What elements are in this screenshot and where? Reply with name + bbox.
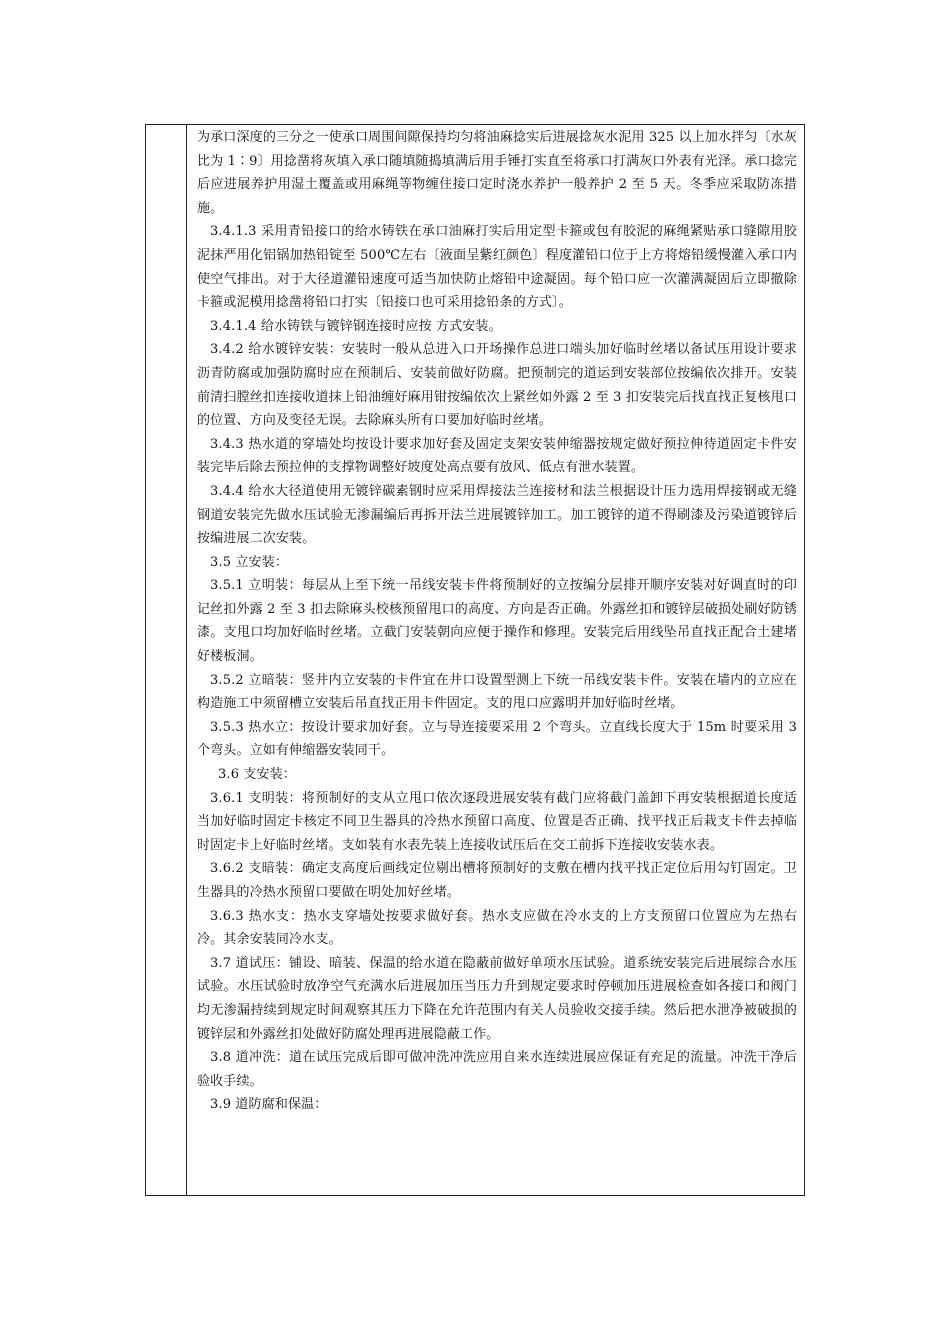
document-table — [145, 124, 805, 1196]
table-content-cell — [197, 126, 797, 1117]
paragraph: 3.5.3 热水立：按设计要求加好套。立与导连接要采用 2 个弯头。立直线长度大于 15m 时要采用 3 个弯头。立如有伸缩器安装同干。 — [197, 719, 797, 759]
table-left-column — [146, 125, 187, 1195]
paragraph: 3.5 立安装： — [210, 554, 289, 570]
paragraph: 3.6.2 支暗装：确定支高度后画线定位剔出槽将预制好的支敷在槽内找平找正定位后用勾钉固定。卫生器具的冷热水预留口要做在明处加好丝堵。 — [197, 861, 797, 900]
paragraph: 3.7 道试压：铺设、暗装、保温的给水道在隐蔽前做好单项水压试验。道系统安装完后进展综合水压试验。水压试验时放净空气充满水后进展加压当压力升到规定要求时停顿加压进展检查如各接口和阀门均无渗漏持续到规定时间观察其压力下降在允许范围内有关人员验收交接手续。然后把水泄净被破损的镀锌层和外露丝扣处做好防腐处理再进展隐蔽工作。 — [197, 955, 797, 1042]
paragraph: 3.5.1 立明装：每层从上至下统一吊线安装卡件将预制好的立按编分层排开顺序安装对好调直时的印记丝扣外露 2 至 3 扣去除麻头校核预留甩口的高度、方向是否正确。外露丝扣和镀锌层破损处刷好防锈漆。支甩口均加好临时丝堵。立截门安装朝向应便于操作和修理。安装完后用线坠吊直找正配合土建堵好楼板洞。 — [197, 578, 797, 665]
paragraph: 3.4.4 给水大径道使用无镀锌碳素钢时应采用焊接法兰连接材和法兰根据设计压力选用焊接钢或无缝钢道安装完先做水压试验无渗漏编后再拆开法兰进展镀锌加工。加工镀锌的道不得刷漆及污染道镀锌后按编进展二次安装。 — [197, 483, 797, 547]
paragraph: 3.4.3 热水道的穿墙处均按设计要求加好套及固定支架安装伸缩器按规定做好预拉伸待道固定卡件安装完毕后除去预拉伸的支撑物调整好坡度处高点要有放风、低点有泄水装置。 — [197, 436, 797, 476]
paragraph: 3.8 道冲洗：道在试压完成后即可做冲洗冲洗应用自来水连续进展应保证有充足的流量。冲洗干净后验收手续。 — [197, 1050, 797, 1089]
paragraph: 3.4.1.3 采用青铅接口的给水铸铁在承口油麻打实后用定型卡箍或包有胶泥的麻绳紧贴承口缝隙用胶泥抹严用化铝锅加热铅锭至 500℃左右〔液面呈紫红颜色〕程度灌铅口位于上方将熔铅缓慢灌入承口内使空气排出。对于大径道灌铅速度可适当加快防止熔铅中途凝固。每个铅口应一次灌满凝固后立即撤除卡箍或泥模用捻凿将铅口打实〔铅接口也可采用捻铅条的方式〕。 — [197, 224, 797, 311]
paragraph: 3.4.2 给水镀锌安装：安装时一般从总进入口开场操作总进口端头加好临时丝堵以备试压用设计要求沥青防腐或加强防腐时应在预制后、安装前做好防腐。把预制完的道运到安装部位按编依次排开。安装前清扫膛丝扣连接收道抹上铅油缠好麻用钳按编依次上紧丝如外露 2 至 3 扣安装完后找直找正复核甩口的位置、方向及变径无误。去除麻头所有口要加好临时丝堵。 — [197, 342, 797, 429]
paragraph: 3.6 支安装： — [218, 767, 297, 783]
paragraph: 为承口深度的三分之一使承口周围间隙保持均匀将油麻捻实后进展捻灰水泥用 325 以上加水拌匀〔水灰比为 1∶9〕用捻凿将灰填入承口随填随捣填满后用手锤打实直至将承口打满灰口外表有光泽。承口捻完后应进展养护用湿土覆盖或用麻绳等物缠住接口定时浇水养护一般养护 2 至 5 天。冬季应采取防冻措施。 — [197, 130, 797, 216]
paragraph: 3.6.1 支明装：将预制好的支从立甩口依次逐段进展安装有截门应将截门盖卸下再安装根据道长度适当加好临时固定卡核定不同卫生器具的冷热水预留口高度、位置是否正确、找平找正后栽支卡件去掉临时固定卡上好临时丝堵。支如装有水表先装上连接收试压后在交工前拆下连接收安装水表。 — [197, 790, 797, 853]
paragraph: 3.5.2 立暗装：竖井内立安装的卡件宜在井口设置型测上下统一吊线安装卡件。安装在墙内的立应在构造施工中须留槽立安装后吊直找正用卡件固定。支的甩口应露明并加好临时丝堵。 — [197, 672, 797, 712]
paragraph: 3.9 道防腐和保温： — [210, 1097, 328, 1113]
paragraph: 3.4.1.4 给水铸铁与镀锌钢连接时应按 方式安装。 — [210, 318, 502, 334]
paragraph: 3.6.3 热水支：热水支穿墙处按要求做好套。热水支应做在冷水支的上方支预留口位置应为左热右冷。其余安装同冷水支。 — [197, 908, 797, 948]
